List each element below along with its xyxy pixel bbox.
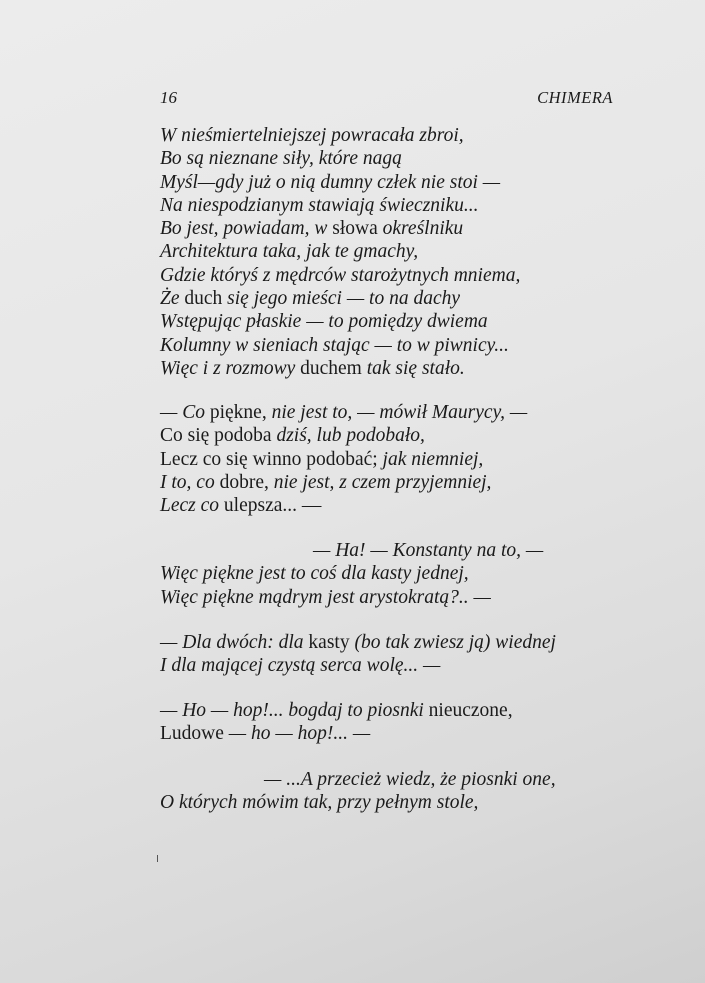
italic-text: Więc piękne jest to coś dla kasty jednej, bbox=[160, 563, 469, 585]
verse-line bbox=[160, 722, 513, 745]
italic-text: I to, co bbox=[160, 471, 220, 493]
verse-line bbox=[160, 768, 556, 791]
roman-text: Ludowe bbox=[160, 723, 224, 745]
stanza-3 bbox=[160, 539, 543, 609]
verse-line bbox=[160, 194, 520, 217]
verse-line bbox=[160, 471, 527, 494]
italic-text: — ...A przecież wiedz, że piosnki one, bbox=[264, 769, 556, 790]
italic-text: I dla mającej czystą serca wolę... — bbox=[160, 655, 441, 677]
italic-text: jak niemniej, bbox=[382, 448, 484, 470]
roman-text: duchem bbox=[300, 357, 362, 379]
italic-text: Myśl—gdy już o nią dumny człek nie stoi — bbox=[160, 171, 501, 193]
italic-text: się jego mieści — to na dachy bbox=[222, 288, 461, 310]
italic-text: Kolumny w sieniach stając — to w piwnicy... bbox=[160, 334, 509, 356]
stanza-1 bbox=[160, 124, 520, 380]
verse-line bbox=[160, 264, 520, 287]
verse-line bbox=[160, 171, 520, 194]
verse-line bbox=[160, 310, 520, 333]
stanza-6 bbox=[160, 768, 556, 815]
italic-text: Architektura taka, jak te gmachy, bbox=[160, 241, 419, 263]
stanza-4 bbox=[160, 631, 556, 678]
italic-text: O których mówim tak, przy pełnym stole, bbox=[160, 792, 479, 814]
roman-text: kasty bbox=[308, 632, 350, 653]
verse-line bbox=[160, 334, 520, 357]
verse-line bbox=[160, 562, 543, 585]
italic-text: — Co bbox=[160, 402, 210, 423]
italic-text: — ho — hop!... — bbox=[223, 723, 371, 745]
verse-line bbox=[160, 240, 520, 263]
verse-line bbox=[160, 124, 520, 147]
italic-text: dziś, lub podobało, bbox=[276, 425, 425, 447]
italic-text: Lecz co bbox=[160, 495, 224, 517]
roman-text: ulepsza... — bbox=[223, 495, 322, 517]
stanza-2 bbox=[160, 401, 527, 517]
verse-line bbox=[160, 631, 556, 654]
verse-line bbox=[160, 448, 527, 471]
italic-text: (bo tak zwiesz ją) wiednej bbox=[349, 632, 556, 653]
italic-text: — Ho — hop!... bogdaj to piosnki bbox=[160, 700, 429, 721]
italic-text: — Dla dwóch: dla bbox=[160, 632, 309, 653]
italic-text: Więc i z rozmowy bbox=[160, 357, 301, 379]
italic-text: Wstępując płaskie — to pomiędzy dwiema bbox=[160, 311, 488, 333]
verse-line bbox=[160, 586, 543, 609]
verse-line bbox=[160, 539, 543, 562]
running-title: CHIMERA bbox=[537, 88, 613, 107]
italic-text: Więc piękne mądrym jest arystokratą?.. — bbox=[160, 586, 491, 608]
roman-text: nieuczone, bbox=[428, 700, 513, 721]
roman-text: Lecz co się winno podobać; bbox=[160, 448, 383, 470]
verse-line bbox=[160, 494, 527, 517]
verse-line bbox=[160, 357, 520, 380]
verse-line bbox=[160, 791, 556, 814]
verse-line bbox=[160, 217, 520, 240]
roman-text: dobre, bbox=[219, 471, 269, 493]
verse-line bbox=[160, 654, 556, 677]
italic-text: tak się stało. bbox=[361, 357, 465, 379]
roman-text: duch bbox=[184, 288, 223, 310]
italic-text: nie jest to, — mówił Maurycy, — bbox=[266, 402, 528, 423]
verse-line bbox=[160, 424, 527, 447]
italic-text: Bo są nieznane siły, które nagą bbox=[160, 148, 402, 170]
stanza-5 bbox=[160, 699, 513, 746]
verse-line bbox=[160, 287, 520, 310]
italic-text: Gdzie któryś z mędrców starożytnych mniema, bbox=[160, 264, 521, 286]
italic-text: W nieśmiertelniejszej powracała zbroi, bbox=[160, 125, 464, 146]
verse-line bbox=[160, 699, 513, 722]
italic-text: określniku bbox=[377, 218, 464, 240]
italic-text: Na niespodzianym stawiają świeczniku... bbox=[160, 194, 479, 216]
italic-text: Że bbox=[160, 288, 185, 310]
italic-text: Bo jest, powiadam, w bbox=[160, 218, 333, 240]
italic-text: nie jest, z czem przyjemniej, bbox=[268, 471, 492, 493]
roman-text: Co się podoba bbox=[160, 425, 277, 447]
verse-line bbox=[160, 147, 520, 170]
roman-text: słowa bbox=[332, 218, 378, 240]
scan-mark bbox=[157, 855, 158, 862]
roman-text: piękne, bbox=[209, 402, 267, 423]
page-number: 16 bbox=[160, 88, 177, 107]
italic-text: — Ha! — Konstanty na to, — bbox=[313, 540, 544, 561]
verse-line bbox=[160, 401, 527, 424]
